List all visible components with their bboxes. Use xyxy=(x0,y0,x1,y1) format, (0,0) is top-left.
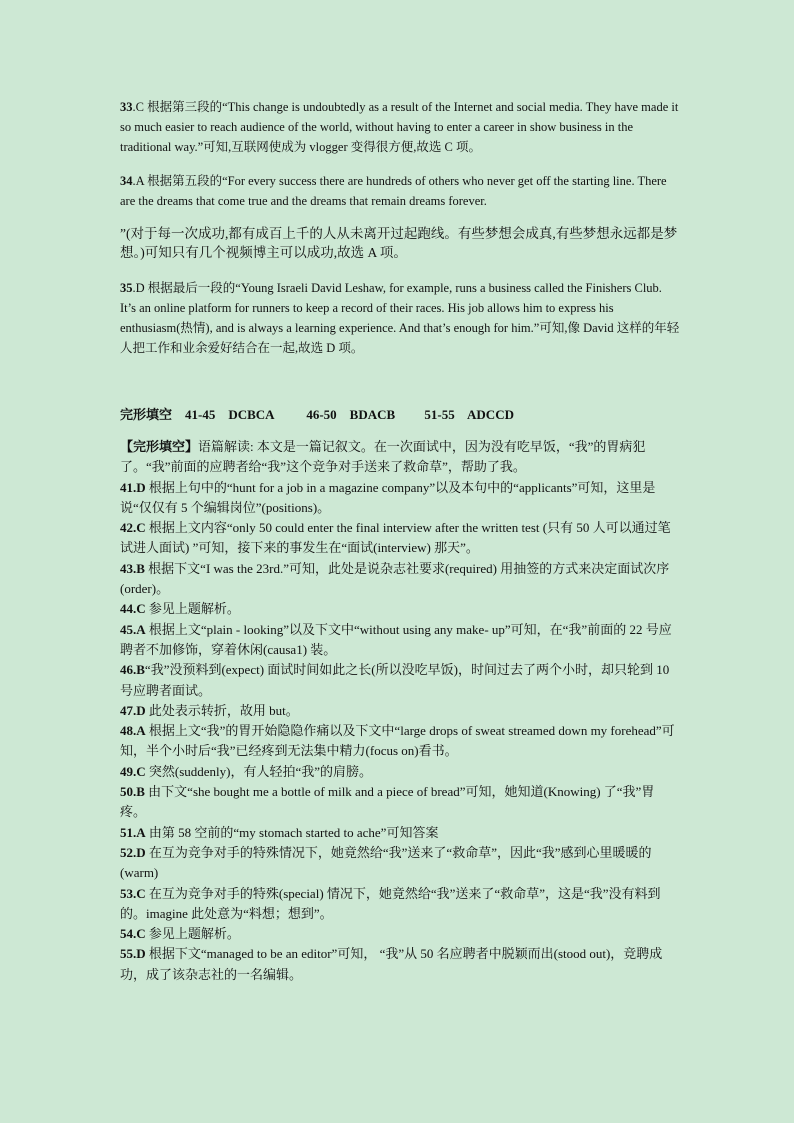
cloze-item-text: 参见上题解析。 xyxy=(145,601,240,617)
answer-35-paragraph xyxy=(120,278,680,358)
answer-35-text: .D 根据最后一段的“Young Israeli David Leshaw, for example, runs a business called the Finishers Club. It’s an online platform for runners to keep a record of their races. His job allows him to express his enthusiasm(热情), and is always a learning experience. And that’s enough for him.”可知,像 David 这样的年轻人把工作和业余爱好结合在一起,故选 D 项。 xyxy=(120,281,680,355)
answer-33-paragraph xyxy=(120,97,680,157)
cloze-item xyxy=(120,701,680,721)
cloze-item xyxy=(120,478,680,519)
question-number-33: 33 xyxy=(120,100,133,114)
cloze-item-key: 43.B xyxy=(120,560,145,576)
cloze-item xyxy=(120,559,680,600)
cloze-item xyxy=(120,721,680,762)
cloze-item-text: 由下文“she bought me a bottle of milk and a piece of bread”可知，她知道(Knowing) 了“我”胃疼。 xyxy=(120,784,655,820)
cloze-item-key: 53.C xyxy=(120,885,146,901)
cloze-item-key: 54.C xyxy=(120,926,146,942)
cloze-item-key: 50.B xyxy=(120,784,145,800)
cloze-item xyxy=(120,843,680,884)
answer-34-paragraph xyxy=(120,171,680,211)
cloze-item xyxy=(120,884,680,925)
cloze-item-key: 49.C xyxy=(120,763,146,779)
answer-34-text: .A 根据第五段的“For every success there are hundreds of others who never get off the starting line. There are the dreams that come true and the dreams that remain dreams forever. xyxy=(120,174,667,208)
cloze-item-key: 52.D xyxy=(120,844,146,860)
cloze-item-key: 48.A xyxy=(120,723,146,739)
cloze-item-text: 根据上文“plain - looking”以及下文中“without using any make- up”可知，在“我”前面的 22 号应聘者不加修饰，穿着休闲(causa1) 装。 xyxy=(120,621,672,657)
cloze-item xyxy=(120,924,680,944)
cloze-item-text: 参见上题解析。 xyxy=(145,926,240,942)
cloze-title: 【完形填空】 xyxy=(120,439,199,454)
cloze-item-key: 47.D xyxy=(120,702,146,718)
cloze-item-list xyxy=(120,478,680,985)
cloze-item-text: 根据下文“managed to be an editor”可知， “我”从 50 名应聘者中脱颖而出(stood out)，竞聘成功，成了该杂志社的一名编辑。 xyxy=(120,946,663,982)
cloze-item-text: “我”没预料到(expect) 面试时间如此之长(所以没吃早饭)，时间过去了两个小时，却只轮到 10 号应聘者面试。 xyxy=(120,662,670,698)
cloze-item-key: 42.C xyxy=(120,520,146,536)
cloze-item-text: 此处表示转折，故用 but。 xyxy=(145,702,299,718)
cloze-item-text: 在互为竞争对手的特殊情况下，她竟然给“我”送来了“救命草”，因此“我”感到心里暖暖的(warm) xyxy=(120,844,652,881)
cloze-item-key: 41.D xyxy=(120,479,146,495)
cloze-answer-key: 完形填空 41-45 DCBCA 46-50 BDACB 51-55 ADCCD xyxy=(120,407,514,422)
cloze-item xyxy=(120,944,680,985)
cloze-item-key: 55.D xyxy=(120,946,146,962)
cloze-item xyxy=(120,620,680,661)
cloze-item-key: 51.A xyxy=(120,824,146,840)
cloze-item xyxy=(120,823,680,843)
question-number-34: 34 xyxy=(120,174,133,188)
cloze-item-text: 根据上文“我”的胃开始隐隐作痛以及下文中“large drops of sweat streamed down my forehead”可知，半个小时后“我”已经疼到无法集中精力(focus on)看书。 xyxy=(120,723,675,759)
cloze-item-text: 在互为竞争对手的特殊(special) 情况下，她竟然给“我”送来了“救命草”，这是“我”没有料到的。imagine 此处意为“料想；想到”。 xyxy=(120,885,661,921)
question-number-35: 35 xyxy=(120,281,133,295)
cloze-item-key: 46.B xyxy=(120,662,145,678)
cloze-intro xyxy=(120,437,680,478)
cloze-item xyxy=(120,660,680,701)
cloze-item xyxy=(120,599,680,619)
cloze-item-text: 由第 58 空前的“my stomach started to ache”可知答案 xyxy=(145,824,439,840)
answer-34-translation: ”(对于每一次成功,都有成百上千的人从未离开过起跑线。有些梦想会成真,有些梦想永远都是梦想。)可知只有几个视频博主可以成功,故选 A 项。 xyxy=(120,226,678,260)
cloze-explanations xyxy=(120,437,680,985)
cloze-item xyxy=(120,762,680,782)
cloze-item-key: 44.C xyxy=(120,601,146,617)
cloze-item xyxy=(120,518,680,559)
cloze-intro-text: 语篇解读: 本文是一篇记叙文。在一次面试中，因为没有吃早饭，“我”的胃病犯了。“我”前面的应聘者给“我”这个竞争对手送来了救命草”，帮助了我。 xyxy=(120,439,646,475)
cloze-item-text: 根据下文“I was the 23rd.”可知，此处是说杂志社要求(required) 用抽签的方式来决定面试次序(order)。 xyxy=(120,560,670,597)
answer-33-text: .C 根据第三段的“This change is undoubtedly as a result of the Internet and social media. They have made it so much easier to reach audience of the world, without having to enter a career in show business in the traditional way.”可知,互联网使成为 vlogger 变得很方便,故选 C 项。 xyxy=(120,100,679,154)
cloze-item xyxy=(120,782,680,823)
cloze-item-text: 根据上文内容“only 50 could enter the final interview after the written test (只有 50 人可以通过笔试进人面试) ”可知，接下来的事发生在“面试(interview) 那天”。 xyxy=(120,520,671,556)
cloze-item-text: 突然(suddenly)，有人轻拍“我”的肩膀。 xyxy=(145,763,373,779)
cloze-item-key: 45.A xyxy=(120,621,146,637)
cloze-item-text: 根据上句中的“hunt for a job in a magazine company”以及本句中的“applicants”可知，这里是说“仅仅有 5 个编辑岗位”(positions)。 xyxy=(120,479,656,515)
